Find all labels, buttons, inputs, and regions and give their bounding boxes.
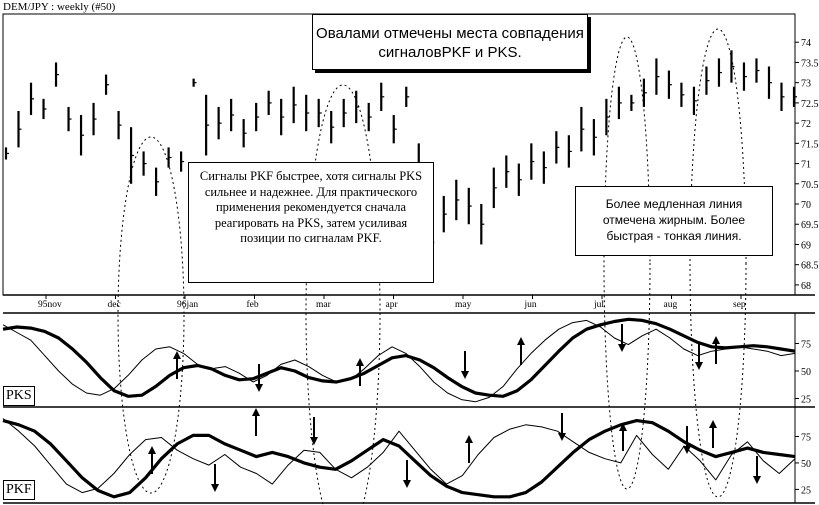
price-tick-label: 74 <box>801 38 811 50</box>
pks-line-bold <box>3 319 795 396</box>
pks-arrow-up-head <box>356 358 364 366</box>
month-axis <box>38 295 746 310</box>
pkf-arrow-up-head <box>709 420 717 428</box>
price-tick-label: 71 <box>801 159 811 171</box>
month-label: feb <box>246 300 259 310</box>
price-tick-label: 69.5 <box>801 220 819 232</box>
pks-label: PKS <box>3 386 35 406</box>
title-annotation: Овалами отмечены места совпадения сигналовPKF и PKS. <box>312 14 588 70</box>
month-label: jul <box>594 300 605 310</box>
month-label: jun <box>524 300 537 310</box>
price-tick-label: 73.5 <box>801 58 819 70</box>
signal-oval <box>690 29 746 497</box>
pkf-tick-label: 25 <box>801 485 811 497</box>
pkf-arrow-up-head <box>252 408 260 416</box>
pks-arrow-up-head <box>173 351 181 359</box>
pkf-arrow-down-head <box>683 446 691 454</box>
month-label: sep <box>733 300 746 310</box>
month-label: apr <box>385 300 398 310</box>
pkf-arrow-up-head <box>465 435 473 443</box>
pkf-tick-label: 50 <box>801 458 811 470</box>
price-axis <box>795 38 819 292</box>
pks-tick-label: 75 <box>801 339 811 351</box>
price-tick-label: 68.5 <box>801 260 819 272</box>
pks-arrow-up-head <box>712 336 720 344</box>
pks-tick-label: 50 <box>801 367 811 378</box>
pks-arrow-down-head <box>618 344 626 352</box>
pkf-arrow-down-head <box>403 480 411 488</box>
pkf-label: PKF <box>3 480 35 500</box>
pkf-arrow-down-head <box>753 476 761 484</box>
month-label: dec <box>107 300 121 310</box>
price-tick-label: 70.5 <box>801 179 819 191</box>
pks-arrow-up-head <box>517 337 525 345</box>
price-tick-label: 72.5 <box>801 98 819 110</box>
pks-tick-label: 25 <box>801 394 811 406</box>
note-fast-signals: Сигналы PKF быстрее, хотя сигналы PKS сильнее и надежнее. Для практического применения рекомендуется сначала реагировать на PKS, затем усиливая позиции по сигналам PKF. <box>188 162 434 283</box>
price-tick-label: 68 <box>801 280 811 292</box>
price-tick-label: 72 <box>801 119 811 131</box>
pkf-arrow-down-head <box>558 433 566 441</box>
pks-arrow-down-head <box>255 384 263 392</box>
month-label: may <box>455 300 472 310</box>
oscillator-axis <box>795 340 811 497</box>
pks-lines <box>3 319 795 402</box>
pkf-arrow-down-head <box>310 437 318 445</box>
price-tick-label: 73 <box>801 78 811 90</box>
month-label: mar <box>316 300 331 310</box>
pkf-line-thin <box>3 419 795 493</box>
month-label: 95nov <box>38 300 62 310</box>
month-label: aug <box>663 300 678 310</box>
pkf-arrow-down-head <box>211 484 219 492</box>
note-lines: Более медленная линия отмечена жирным. Более быстрая - тонкая линия. <box>575 186 773 256</box>
pkf-tick-label: 75 <box>801 432 811 444</box>
pkf-arrow-up-head <box>148 446 156 454</box>
signal-oval <box>118 137 184 493</box>
price-tick-label: 71.5 <box>801 139 819 151</box>
month-label: 96jan <box>177 300 199 310</box>
pks-arrow-down-head <box>461 371 469 379</box>
price-tick-label: 69 <box>801 240 811 252</box>
pks-arrow-down-head <box>695 362 703 370</box>
pkf-lines <box>3 419 795 497</box>
chart-header: DEM/JPY : weekly (#50) <box>3 1 116 13</box>
price-tick-label: 70 <box>801 200 811 212</box>
